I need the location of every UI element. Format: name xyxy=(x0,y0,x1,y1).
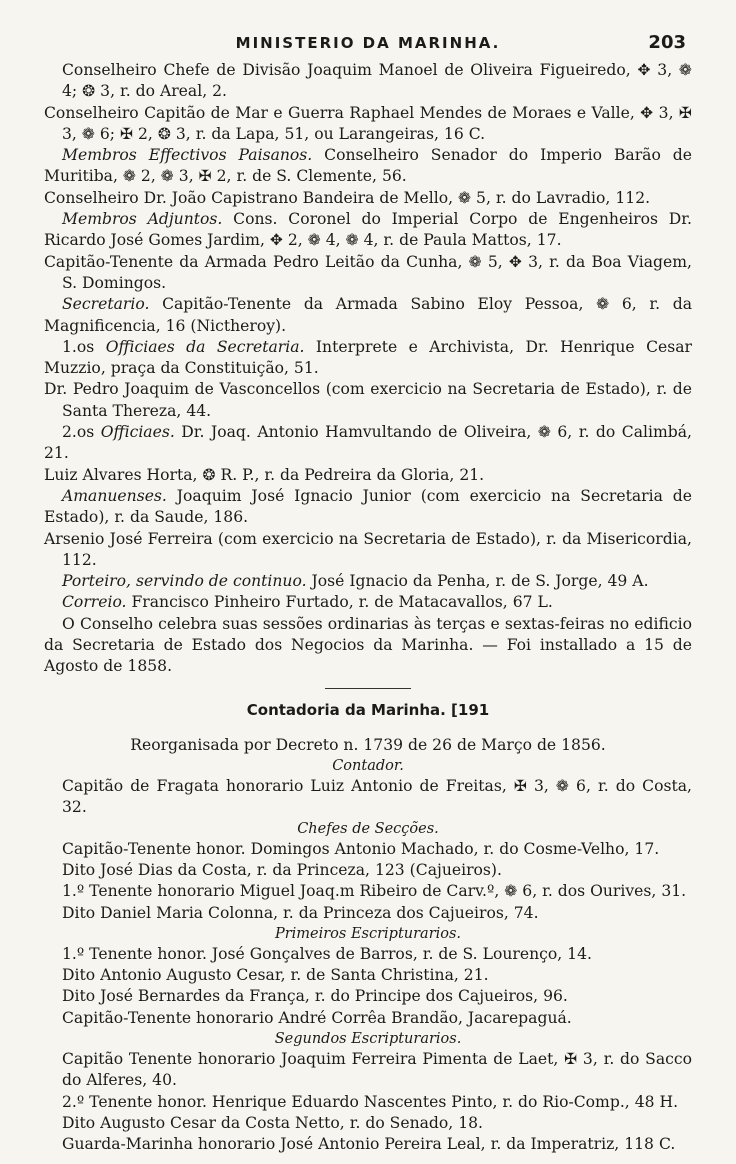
section-divider xyxy=(325,688,411,689)
entry-membros-effectivos xyxy=(44,145,692,188)
secretario-text: Capitão-Tenente da Armada Sabino Eloy Pessoa, ❁ 6, r. da Magnificencia, 16 (Nictheroy). xyxy=(44,295,692,335)
entry-pedro-leitao: Capitão-Tenente da Armada Pedro Leitão da Cunha, ❁ 5, ✥ 3, r. da Boa Viagem, S. Domingos. xyxy=(44,252,692,292)
council-sessions-note: O Conselho celebra suas sessões ordinarias às terças e sextas-feiras no edificio da Secretaria de Estado dos Negocios da Marinha. — Foi installado a 15 de Agosto de 1858. xyxy=(44,614,692,676)
list-item: Dito Antonio Augusto Cesar, r. de Santa Christina, 21. xyxy=(62,966,489,985)
entry-bandeira-de-mello: Conselheiro Dr. João Capistrano Bandeira de Mello, ❁ 5, r. do Lavradio, 112. xyxy=(44,188,651,207)
entry-capitao-mar-guerra: Conselheiro Capitão de Mar e Guerra Raphael Mendes de Moraes e Valle, ✥ 3, ✠ 3, ❁ 6; ✠ 2, ❂ 3, r. da Lapa, 51, ou Larangeiras, 16 C. xyxy=(44,103,692,143)
entry-luiz-horta: Luiz Alvares Horta, ❂ R. P., r. da Pedreira da Gloria, 21. xyxy=(44,465,485,484)
entry-amanuenses xyxy=(44,486,692,529)
officiaes-1-text: Interprete e Archivista, Dr. Henrique Cesar Muzzio, praça da Constituição, 51. xyxy=(44,337,692,378)
membros-effectivos-text: Conselheiro Senador do Imperio Barão de Muritiba, ❁ 2, ❁ 3, ✠ 2, r. de S. Clemente, 56. xyxy=(44,146,692,186)
list-item: Capitão-Tenente honorario André Corrêa Brandão, Jacarepaguá. xyxy=(62,1008,572,1027)
running-title: MINISTERIO DA MARINHA. xyxy=(235,34,501,52)
entry-porteiro xyxy=(44,571,692,592)
subheading-chefes: Chefes de Secções. xyxy=(297,820,439,837)
amanuenses-label: Amanuenses. xyxy=(62,486,167,505)
officiaes-1-prefix: 1.os xyxy=(62,337,106,356)
officiaes-2-prefix: 2.os xyxy=(62,423,101,442)
list-item: 2.º Tenente honor. Henrique Eduardo Nascentes Pinto, r. do Rio-Comp., 48 H. xyxy=(62,1092,679,1111)
entry-chefe-divisao: Conselheiro Chefe de Divisão Joaquim Manoel de Oliveira Figueiredo, ✥ 3, ❁ 4; ❂ 3, r. do Areal, 2. xyxy=(62,61,692,101)
subheading-primeiros: Primeiros Escripturarios. xyxy=(274,925,462,942)
list-item: 1.º Tenente honor. José Gonçalves de Barros, r. de S. Lourenço, 14. xyxy=(62,944,592,963)
membros-adjuntos-text: Cons. Coronel do Imperial Corpo de Engenheiros Dr. Ricardo José Gomes Jardim, ✥ 2, ❁ 4, ❁ 4, r. de Paula Mattos, 17. xyxy=(44,210,692,250)
officiaes-2-text: Dr. Joaq. Antonio Hamvultando de Oliveira, ❁ 6, r. do Calimbá, 21. xyxy=(44,423,692,463)
entry-correio xyxy=(44,592,692,613)
list-item: Dito José Dias da Costa, r. da Princeza, 123 (Cajueiros). xyxy=(62,861,502,879)
decree-line: Reorganisada por Decreto n. 1739 de 26 de Março de 1856. xyxy=(130,735,606,754)
correio-label: Correio. xyxy=(62,593,127,612)
list-item: Dito Daniel Maria Colonna, r. da Princeza dos Cajueiros, 74. xyxy=(62,903,539,922)
entry-membros-adjuntos xyxy=(44,209,692,252)
subheading-segundos: Segundos Escripturarios. xyxy=(274,1031,462,1048)
subheading-contador: Contador. xyxy=(332,758,404,775)
list-item: 1.º Tenente honorario Miguel Joaq.m Ribeiro de Carv.º, ❁ 6, r. dos Ourives, 31. xyxy=(62,882,687,901)
membros-adjuntos-label: Membros Adjuntos. xyxy=(62,210,223,229)
membros-effectivos-label: Membros Effectivos Paisanos. xyxy=(62,146,313,165)
officiaes-2-label: Officiaes. xyxy=(100,423,175,442)
secretario-label: Secretario. xyxy=(62,295,150,314)
list-item: Guarda-Marinha honorario José Antonio Pereira Leal, r. da Imperatriz, 118 C. xyxy=(62,1135,676,1154)
entry-contador: Capitão de Fragata honorario Luiz Antonio de Freitas, ✠ 3, ❁ 6, r. do Costa, 32. xyxy=(62,777,692,817)
entry-officiaes-2 xyxy=(44,422,692,465)
page-number: 203 xyxy=(648,32,686,53)
list-item: Dito José Bernardes da França, r. do Principe dos Cajueiros, 96. xyxy=(62,987,568,1006)
list-item: Capitão-Tenente honor. Domingos Antonio Machado, r. do Cosme-Velho, 17. xyxy=(62,839,660,858)
section-title-contadoria: Contadoria da Marinha. [191 xyxy=(246,700,490,719)
porteiro-label: Porteiro, servindo de continuo. xyxy=(62,572,307,591)
officiaes-1-label: Officiaes da Secretaria. xyxy=(105,337,305,356)
document-page xyxy=(44,30,692,1156)
list-item: Dito Augusto Cesar da Costa Netto, r. do Senado, 18. xyxy=(62,1113,484,1132)
correio-text: Francisco Pinheiro Furtado, r. de Matacavallos, 67 L. xyxy=(126,593,553,612)
entry-officiaes-1 xyxy=(44,337,692,380)
page-header xyxy=(44,30,692,60)
entry-secretario xyxy=(44,294,692,337)
amanuenses-text: Joaquim José Ignacio Junior (com exercicio na Secretaria de Estado), r. da Saude, 186. xyxy=(44,486,692,527)
entry-pedro-vasconcellos: Dr. Pedro Joaquim de Vasconcellos (com exercicio na Secretaria de Estado), r. de Santa Thereza, 44. xyxy=(44,380,692,420)
porteiro-text: José Ignacio da Penha, r. de S. Jorge, 49 A. xyxy=(306,572,649,591)
list-item: Capitão Tenente honorario Joaquim Ferreira Pimenta de Laet, ✠ 3, r. do Sacco do Alferes, 40. xyxy=(62,1050,692,1090)
entry-arsenio-ferreira: Arsenio José Ferreira (com exercicio na Secretaria de Estado), r. da Misericordia, 112. xyxy=(44,529,692,569)
